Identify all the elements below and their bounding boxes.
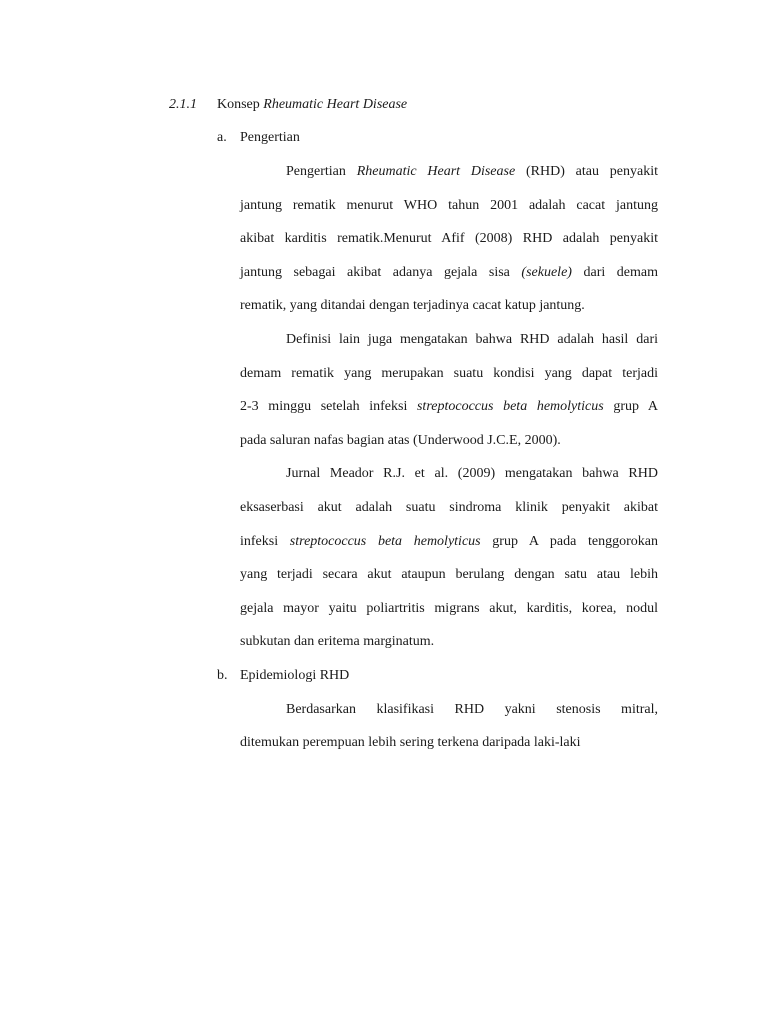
subsection-marker: a.: [217, 130, 227, 145]
paragraph-line: jantung sebagai akibat adanya gejala sisa (sekuele) dari demam: [240, 265, 658, 280]
subsection-marker: b.: [217, 668, 228, 683]
paragraph-line: demam rematik yang merupakan suatu kondisi yang dapat terjadi: [240, 366, 658, 381]
paragraph-line: yang terjadi secara akut ataupun berulang dengan satu atau lebih: [240, 567, 658, 582]
paragraph-line: subkutan dan eritema marginatum.: [240, 634, 435, 649]
subsection-title: Pengertian: [240, 130, 300, 145]
subsection-title: Epidemiologi RHD: [240, 668, 350, 683]
paragraph-line: jantung rematik menurut WHO tahun 2001 adalah cacat jantung: [240, 198, 658, 213]
paragraph-line: Definisi lain juga mengatakan bahwa RHD adalah hasil dari: [286, 332, 658, 347]
paragraph-line: gejala mayor yaitu poliartritis migrans akut, karditis, korea, nodul: [240, 601, 658, 616]
paragraph-line: infeksi streptococcus beta hemolyticus grup A pada tenggorokan: [240, 534, 658, 549]
paragraph-line: Berdasarkan klasifikasi RHD yakni stenosis mitral,: [286, 702, 658, 717]
paragraph-line: ditemukan perempuan lebih sering terkena daripada laki-laki: [240, 735, 581, 750]
section-title: Konsep Rheumatic Heart Disease: [217, 97, 408, 112]
section-number: 2.1.1: [169, 97, 197, 112]
paragraph-line: akibat karditis rematik.Menurut Afif (2008) RHD adalah penyakit: [240, 231, 658, 246]
paragraph-line: rematik, yang ditandai dengan terjadinya cacat katup jantung.: [240, 298, 585, 313]
paragraph-line: eksaserbasi akut adalah suatu sindroma klinik penyakit akibat: [240, 500, 658, 515]
paragraph-line: Jurnal Meador R.J. et al. (2009) mengatakan bahwa RHD: [286, 466, 658, 481]
paragraph-line: Pengertian Rheumatic Heart Disease (RHD) atau penyakit: [286, 164, 659, 179]
paragraph-line: pada saluran nafas bagian atas (Underwood J.C.E, 2000).: [240, 433, 561, 448]
paragraph-line: 2-3 minggu setelah infeksi streptococcus beta hemolyticus grup A: [240, 399, 658, 414]
